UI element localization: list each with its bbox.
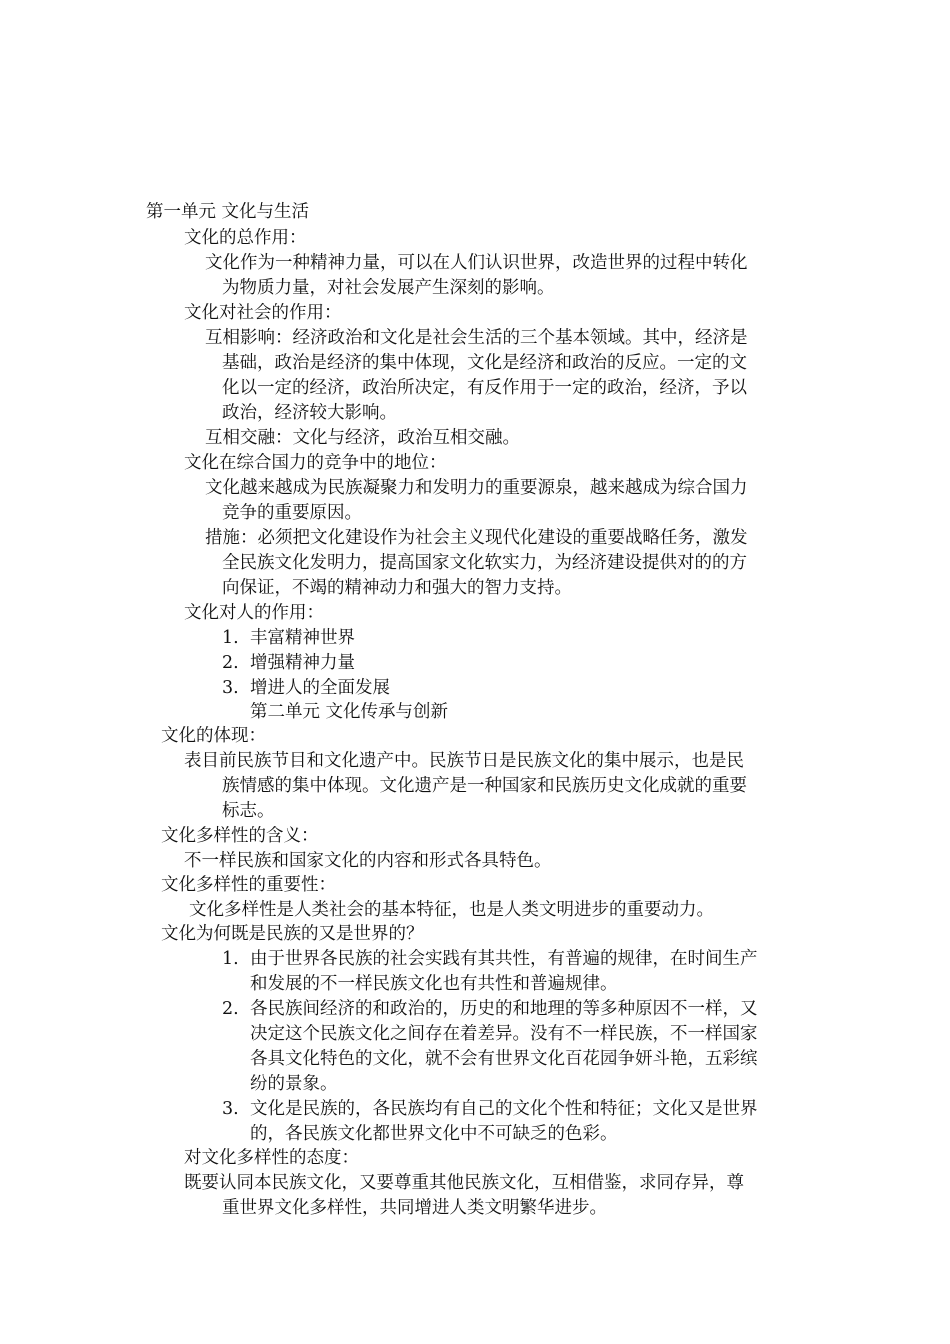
national-power-heading: 文化在综合国力的竞争中的地位： [184,453,447,473]
why-national-world-heading: 文化为何既是民族的又是世界的？ [161,924,424,944]
list-number: 1. [222,949,239,969]
mutual-influence-line: 基础，政治是经济的集中体现，文化是经济和政治的反应。一定的文 [222,353,747,373]
embodiment-line: 族情感的集中体现。文化遗产是一种国家和民族历史文化成就的重要 [222,776,747,796]
measures-line: 向保证，不竭的精神动力和强大的智力支持。 [222,578,572,598]
list-item-line: 各民族间经济的和政治的，历史的和地理的等多种原因不一样，又 [250,999,758,1019]
mutual-influence-line: 互相影响：经济政治和文化是社会生活的三个基本领域。其中，经济是 [205,328,748,348]
list-number: 3. [222,678,239,698]
list-number: 2. [222,999,239,1019]
diversity-meaning-heading: 文化多样性的含义： [161,826,319,846]
list-item-line: 和发展的不一样民族文化也有共性和普遍规律。 [250,974,618,994]
list-number: 1. [222,628,239,648]
unit2-title: 第二单元 文化传承与创新 [250,702,449,722]
list-item-line: 纷的景象。 [250,1074,338,1094]
society-role-heading: 文化对社会的作用： [184,303,342,323]
list-item: 增强精神力量 [250,653,355,673]
list-item-line: 由于世界各民族的社会实践有其共性，有普遍的规律，在时间生产 [250,949,758,969]
total-role-heading: 文化的总作用： [184,228,307,248]
list-number: 3. [222,1099,239,1119]
embodiment-heading: 文化的体现： [161,726,266,746]
list-item-line: 的，各民族文化都世界文化中不可缺乏的色彩。 [250,1124,618,1144]
national-power-line: 竞争的重要原因。 [222,503,362,523]
embodiment-line: 标志。 [222,801,275,821]
list-item-line: 各具文化特色的文化，就不会有世界文化百花园争妍斗艳，五彩缤 [250,1049,758,1069]
list-item: 丰富精神世界 [250,628,355,648]
total-role-line: 文化作为一种精神力量，可以在人们认识世界，改造世界的过程中转化 [205,253,748,273]
person-role-heading: 文化对人的作用： [184,603,324,623]
list-item-line: 文化是民族的，各民族均有自己的文化个性和特征；文化又是世界 [250,1099,758,1119]
list-item: 增进人的全面发展 [250,678,390,698]
embodiment-line: 表目前民族节目和文化遗产中。民族节日是民族文化的集中展示，也是民 [184,751,744,771]
attitude-line: 重世界文化多样性，共同增进人类文明繁华进步。 [222,1198,607,1218]
mutual-influence-line: 化以一定的经济，政治所决定，有反作用于一定的政治，经济，予以 [222,378,747,398]
mutual-blend-line: 互相交融：文化与经济，政治互相交融。 [205,428,520,448]
attitude-line: 既要认同本民族文化，又要尊重其他民族文化，互相借鉴，求同存异，尊 [184,1173,744,1193]
national-power-line: 文化越来越成为民族凝聚力和发明力的重要源泉，越来越成为综合国力 [205,478,748,498]
measures-line: 全民族文化发明力，提高国家文化软实力，为经济建设提供对的的方 [222,553,747,573]
unit1-title: 第一单元 文化与生活 [146,202,310,222]
attitude-heading: 对文化多样性的态度： [184,1148,359,1168]
diversity-meaning-text: 不一样民族和国家文化的内容和形式各具特色。 [184,851,552,871]
list-item-line: 决定这个民族文化之间存在着差异。没有不一样民族，不一样国家 [250,1024,758,1044]
measures-line: 措施：必须把文化建设作为社会主义现代化建设的重要战略任务，激发 [205,528,748,548]
list-number: 2. [222,653,239,673]
mutual-influence-line: 政治，经济较大影响。 [222,403,397,423]
total-role-line: 为物质力量，对社会发展产生深刻的影响。 [222,278,555,298]
diversity-importance-heading: 文化多样性的重要性： [161,875,336,895]
diversity-importance-text: 文化多样性是人类社会的基本特征，也是人类文明进步的重要动力。 [189,900,714,920]
